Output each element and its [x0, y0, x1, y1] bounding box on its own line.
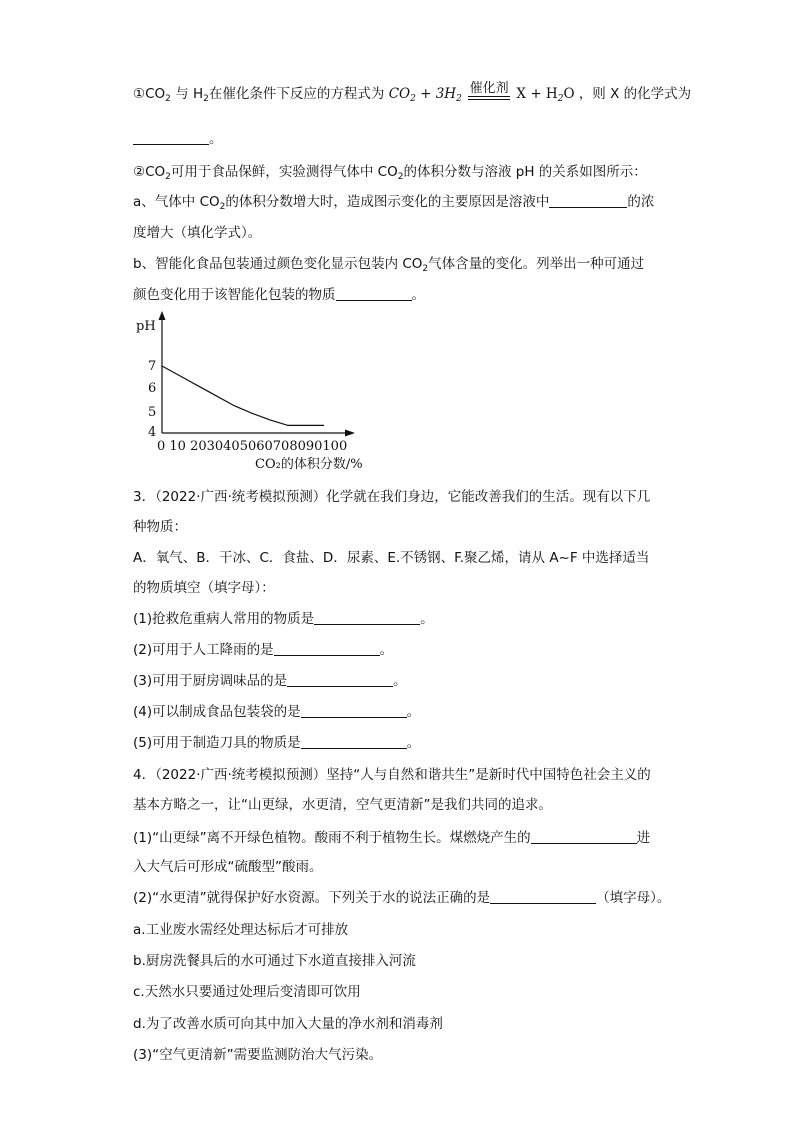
q2-a-text-d: 度增大（填化学式）。	[133, 225, 262, 241]
q4-choice-d: d.为了改善水质可向其中加入大量的净水剂和消毒剂	[133, 1016, 443, 1032]
catalyst-arrow	[468, 82, 510, 100]
eq-right: X + H	[516, 86, 558, 102]
q4-p1-line1	[133, 829, 650, 847]
y-tick-labels	[148, 359, 156, 440]
q2-b-line1	[133, 255, 644, 278]
q3-options: A．氧气、B．干冰、C．食盐、D．尿素、E.不锈钢、F.聚乙烯，请从 A~F 中选择适当	[133, 550, 650, 566]
q4-choice-b: b.厨房洗餐具后的水可通过下水道直接排入河流	[133, 953, 416, 969]
y-axis-label: pH	[136, 319, 156, 334]
q1-text-d: ，则 X 的化学式为	[578, 86, 692, 102]
q2-b-text-d: 。	[411, 287, 425, 303]
q3-header2: 种物质：	[133, 519, 187, 535]
y-tick-label: 6	[148, 381, 157, 396]
q3-item-3	[133, 672, 407, 690]
q3-item-4-period: 。	[406, 704, 421, 720]
q3-item-2	[133, 641, 393, 659]
q4-p2-text-b: （填字母）。	[596, 890, 671, 906]
q4-choice-a: a.工业废水需经处理达标后才可排放	[133, 922, 349, 938]
q3-item-5-text: (5)可用于制造刀具的物质是	[133, 735, 301, 751]
q3-item-1-blank[interactable]	[314, 611, 420, 625]
ph-curve	[162, 366, 324, 425]
q1-answer-blank[interactable]	[133, 131, 209, 145]
q1-text-c: 在催化条件下反应的方程式为	[208, 86, 385, 102]
q2-a-line1	[133, 193, 654, 216]
equation	[388, 81, 579, 104]
y-axis-arrow	[159, 311, 166, 320]
q4-p1-line2: 入大气后可形成“硫酸型”酸雨。	[133, 859, 323, 875]
q3-item-2-blank[interactable]	[274, 642, 380, 656]
q4-p2-text-a: (2)“水更清”就得保护好水资源。下列关于水的说法正确的是	[133, 890, 491, 906]
q3-item-3-period: 。	[393, 673, 407, 689]
q2-b-text-c: 颜色变化用于该智能化包装的物质	[133, 287, 336, 303]
q1-text-b: 与 H	[175, 86, 204, 102]
q1-sub-b: 2	[203, 94, 209, 104]
q2-a-text-a: a、气体中 CO	[133, 194, 220, 210]
q4-p2-blank[interactable]	[490, 890, 596, 904]
x-tick-labels: 0 10 2030405060708090100	[157, 439, 348, 454]
q2-intro	[133, 163, 647, 186]
q2-a-blank[interactable]	[549, 194, 627, 208]
q3-item-5	[133, 734, 420, 752]
q2-b-line2	[133, 286, 425, 304]
eq-left: CO	[388, 86, 411, 102]
q3-item-4	[133, 703, 420, 721]
q3-item-2-text: (2)可用于人工降雨的是	[133, 642, 274, 658]
y-tick-label: 4	[148, 425, 157, 440]
q2-intro-c: 的体积分数与溶液 pH 的关系如图所示：	[403, 164, 647, 180]
q2-intro-a: ②CO	[133, 164, 166, 180]
q4-p1-text-a: (1)“山更绿”离不开绿色植物。酸雨不利于植物生长。煤燃烧产生的	[133, 830, 531, 846]
q2-b-blank[interactable]	[336, 287, 412, 301]
q3-item-2-period: 。	[379, 642, 394, 658]
q1-answer-line	[133, 130, 223, 148]
q1-circle: ①	[133, 86, 146, 102]
q2-intro-sub2: 2	[397, 172, 404, 182]
q3-item-4-blank[interactable]	[301, 704, 407, 718]
q1-text-a: CO	[145, 86, 166, 102]
eq-left-sub: 2	[410, 94, 416, 104]
eq-plus: + 3H	[415, 86, 457, 102]
ph-chart	[130, 308, 380, 478]
q3-item-5-blank[interactable]	[301, 735, 407, 749]
q4-header: 4．（2022·广西·统考模拟预测）坚持“人与自然和谐共生”是新时代中国特色社会主义的	[133, 767, 651, 783]
q3-item-3-blank[interactable]	[287, 673, 393, 687]
q2-b-sub: 2	[422, 264, 429, 274]
q3-item-1	[133, 610, 434, 628]
q2-a-text-b: 的体积分数增大时，造成图示变化的主要原因是溶液中	[225, 194, 550, 210]
q3-item-5-period: 。	[406, 735, 421, 751]
q2-b-text-b: 气体含量的变化。列举出一种可通过	[428, 256, 645, 272]
x-axis-arrow	[345, 430, 355, 437]
q1-period: 。	[209, 131, 223, 147]
q4-p2-line	[133, 889, 670, 907]
y-tick-label: 5	[148, 405, 157, 420]
eq-right-sub: 2	[557, 94, 564, 104]
q2-a-sub: 2	[219, 202, 226, 212]
q2-intro-sub: 2	[165, 172, 171, 182]
q3-item-3-text: (3)可用于厨房调味品的是	[133, 673, 288, 689]
q2-b-text-a: b、智能化食品包装通过颜色变化显示包装内 CO	[133, 256, 423, 272]
q4-p1-text-b: 进	[636, 830, 651, 846]
q1-line	[133, 82, 691, 108]
q4-header2: 基本方略之一，让“山更绿，水更清，空气更清新”是我们共同的追求。	[133, 797, 552, 813]
eq-h-sub: 2	[456, 94, 462, 104]
catalyst-label: 催化剂	[469, 81, 509, 96]
q4-choice-c: c.天然水只要通过处理后变清即可饮用	[133, 984, 361, 1000]
q4-p1-blank[interactable]	[531, 830, 637, 844]
q3-header: 3．（2022·广西·统考模拟预测）化学就在我们身边，它能改善我们的生活。现有以下几	[133, 489, 651, 505]
q3-item-4-text: (4)可以制成食品包装袋的是	[133, 704, 301, 720]
q3-item-1-text: (1)抢救危重病人常用的物质是	[133, 611, 315, 627]
equal-sign	[468, 96, 510, 100]
q3-options2: 的物质填空（填字母）：	[133, 580, 275, 596]
y-tick-label: 7	[148, 359, 157, 374]
q2-a-text-c: 的浓	[627, 194, 655, 210]
q2-a-line2	[133, 224, 261, 242]
q1-sub-a: 2	[165, 94, 171, 104]
q3-item-1-period: 。	[420, 611, 434, 627]
q4-p3: (3)“空气更清新”需要监测防治大气污染。	[133, 1047, 383, 1063]
x-axis-label: CO₂的体积分数/%	[255, 457, 363, 472]
q2-intro-b: 可用于食品保鲜，实验测得气体中 CO	[170, 164, 398, 180]
eq-right-tail: O	[563, 86, 575, 102]
